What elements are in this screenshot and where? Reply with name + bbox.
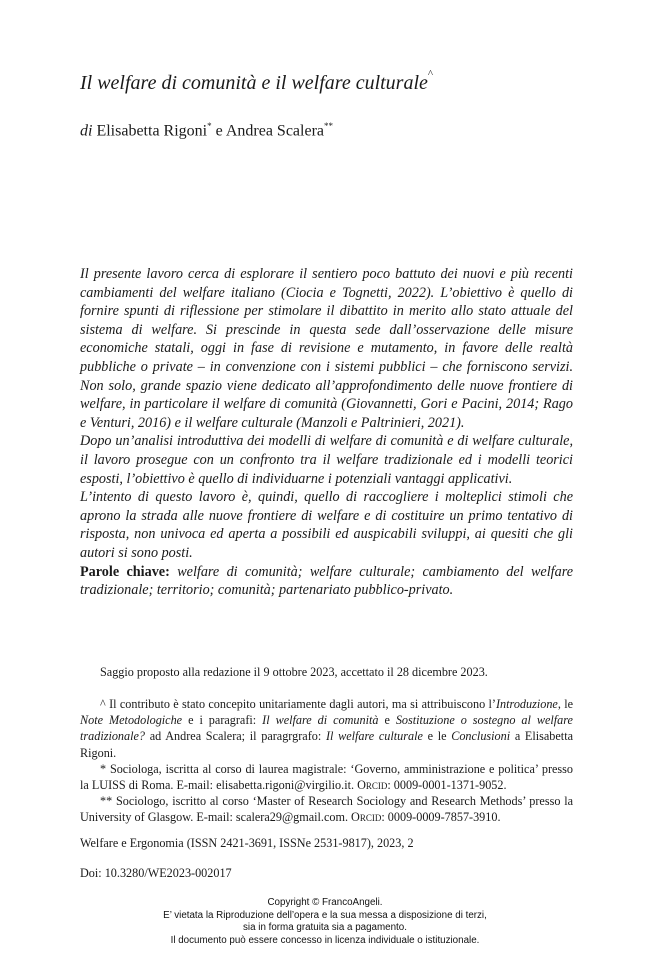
abstract-paragraph-3: L’intento di questo lavoro è, quindi, quello di raccogliere i molteplici stimoli che aprono la strada alle nuove frontiere di welfare e di costituire un primo tentativo di risposta, non univoca ed aperta a possibili ed auspicabili sviluppi, ai quesiti che gli autori si sono posti. [80, 489, 573, 561]
footnote-2-mark: ** [100, 794, 113, 809]
submission-note [80, 664, 573, 680]
footnotes [80, 696, 573, 826]
footnote-caret-italic-4: Sostituzione o sostegno al welfare tradizionale? [80, 713, 573, 744]
copyright-line-4: Il documento può essere concesso in licenza individuale o istituzionale. [170, 934, 480, 946]
author-1: Elisabetta Rigoni [96, 122, 208, 140]
copyright-line-3: sia in forma gratuita sia a pagamento. [243, 922, 407, 933]
author-2: Andrea Scalera [225, 122, 325, 140]
footnote-caret-text-7: a Elisabetta Rigoni. [80, 729, 573, 760]
footnote-caret-text-5: ad Andrea Scalera; il paragrgrafo: [145, 729, 326, 744]
copyright-line-1: Copyright © FrancoAngeli. [267, 897, 383, 908]
journal-text: Welfare e Ergonomia (ISSN 2421-3691, ISSNe 2531-9817), 2023, 2 [80, 836, 414, 850]
journal-info [80, 835, 573, 851]
footnote-caret-italic-2: Note Metodologiche [80, 713, 183, 728]
footnote-1-orcid: : 0009-0001-1371-9052. [387, 778, 507, 793]
submission-text: Saggio proposto alla redazione il 9 ottobre 2023, accettato il 28 dicembre 2023. [100, 665, 488, 679]
footnote-caret-text-3: e i paragrafi: [182, 713, 263, 728]
doi-info [80, 865, 573, 881]
footnote-2-orcid: : 0009-0009-7857-3910. [381, 810, 501, 825]
abstract [80, 265, 573, 600]
footnote-author-2 [80, 793, 573, 825]
footnote-caret-text-1: Il contributo è stato concepito unitariamente dagli autori, ma si attribuiscono l’ [109, 697, 496, 711]
footnote-caret-text-4: e [378, 713, 396, 728]
footnote-caret-text-6: e le [422, 729, 452, 744]
footnote-author-1 [80, 761, 573, 793]
footnote-caret-mark: ^ [100, 697, 106, 711]
keywords [80, 563, 573, 600]
footnote-caret [80, 696, 573, 761]
author-2-mark: ** [324, 121, 334, 131]
footnote-caret-text-2: , le [557, 697, 573, 711]
article-title [80, 68, 434, 95]
copyright-notice [0, 897, 650, 947]
keywords-label: Parole chiave: [80, 563, 170, 580]
author-prefix: di [80, 122, 93, 140]
copyright-line-2: E’ vietata la Riproduzione dell’opera e la sua messa a disposizione di terzi, [163, 909, 487, 921]
title-footnote-mark: ^ [427, 68, 434, 81]
footnote-caret-italic-5: Il welfare culturale [325, 729, 423, 744]
article-title-text: Il welfare di comunità e il welfare culturale [80, 72, 428, 94]
author-1-mark: * [207, 121, 212, 131]
footnote-1-orcid-label: Orcid [357, 778, 388, 793]
doi-text: Doi: 10.3280/WE2023-002017 [80, 866, 232, 880]
author-line [80, 121, 333, 140]
footnote-2-text: Sociologo, iscritto al corso ‘Master of Research Sociology and Research Methods’ presso la University of Glasgow. E-mail: scalera29@gmail.com. [80, 794, 573, 825]
author-conjunction: e [215, 122, 223, 140]
abstract-paragraph-1: Il presente lavoro cerca di esplorare il sentiero poco battuto dei nuovi e più recenti cambiamenti del welfare italiano (Ciocia e Tognetti, 2022). L’obiettivo è quello di fornire spunti di riflessione per stimolare il dibattito in merito allo stato attuale del sistema di welfare. Si prescinde in questa sede dall’osservazione delle misure economiche statali, oggi in fase di revisione e mutamento, in favore delle realtà pubbliche o private – in convenzione con i sistemi pubblici – che forniscono servizi. Non solo, grande spazio viene dedicato all’approfondimento delle nuove frontiere di welfare, in particolare il welfare di comunità (Giovannetti, Gori e Pacini, 2014; Rago e Venturi, 2016) e il welfare culturale (Manzoli e Paltrinieri, 2021). [80, 266, 573, 431]
abstract-paragraph-2: Dopo un’analisi introduttiva dei modelli di welfare di comunità e di welfare culturale, il lavoro prosegue con un confronto tra il welfare tradizionale ed i modelli teorici esposti, l’obiettivo è quello di individuarne i potenziali vantaggi applicativi. [80, 433, 573, 487]
keywords-text: welfare di comunità; welfare culturale; cambiamento del welfare tradizionale; territorio; comunità; partenariato pubblico-privato. [80, 563, 573, 599]
footnote-1-text: Sociologa, iscritta al corso di laurea magistrale: ‘Governo, amministrazione e politica’ presso la LUISS di Roma. E-mail: elisabetta.rigoni@virgilio.it. [80, 761, 573, 793]
footnote-caret-italic-3: Il welfare di comunità [262, 713, 379, 728]
footnote-caret-italic-1: Introduzione [495, 697, 558, 711]
footnote-1-mark: * [100, 761, 107, 776]
footnote-2-orcid-label: Orcid [351, 810, 382, 825]
footnote-caret-italic-6: Conclusioni [451, 729, 511, 744]
